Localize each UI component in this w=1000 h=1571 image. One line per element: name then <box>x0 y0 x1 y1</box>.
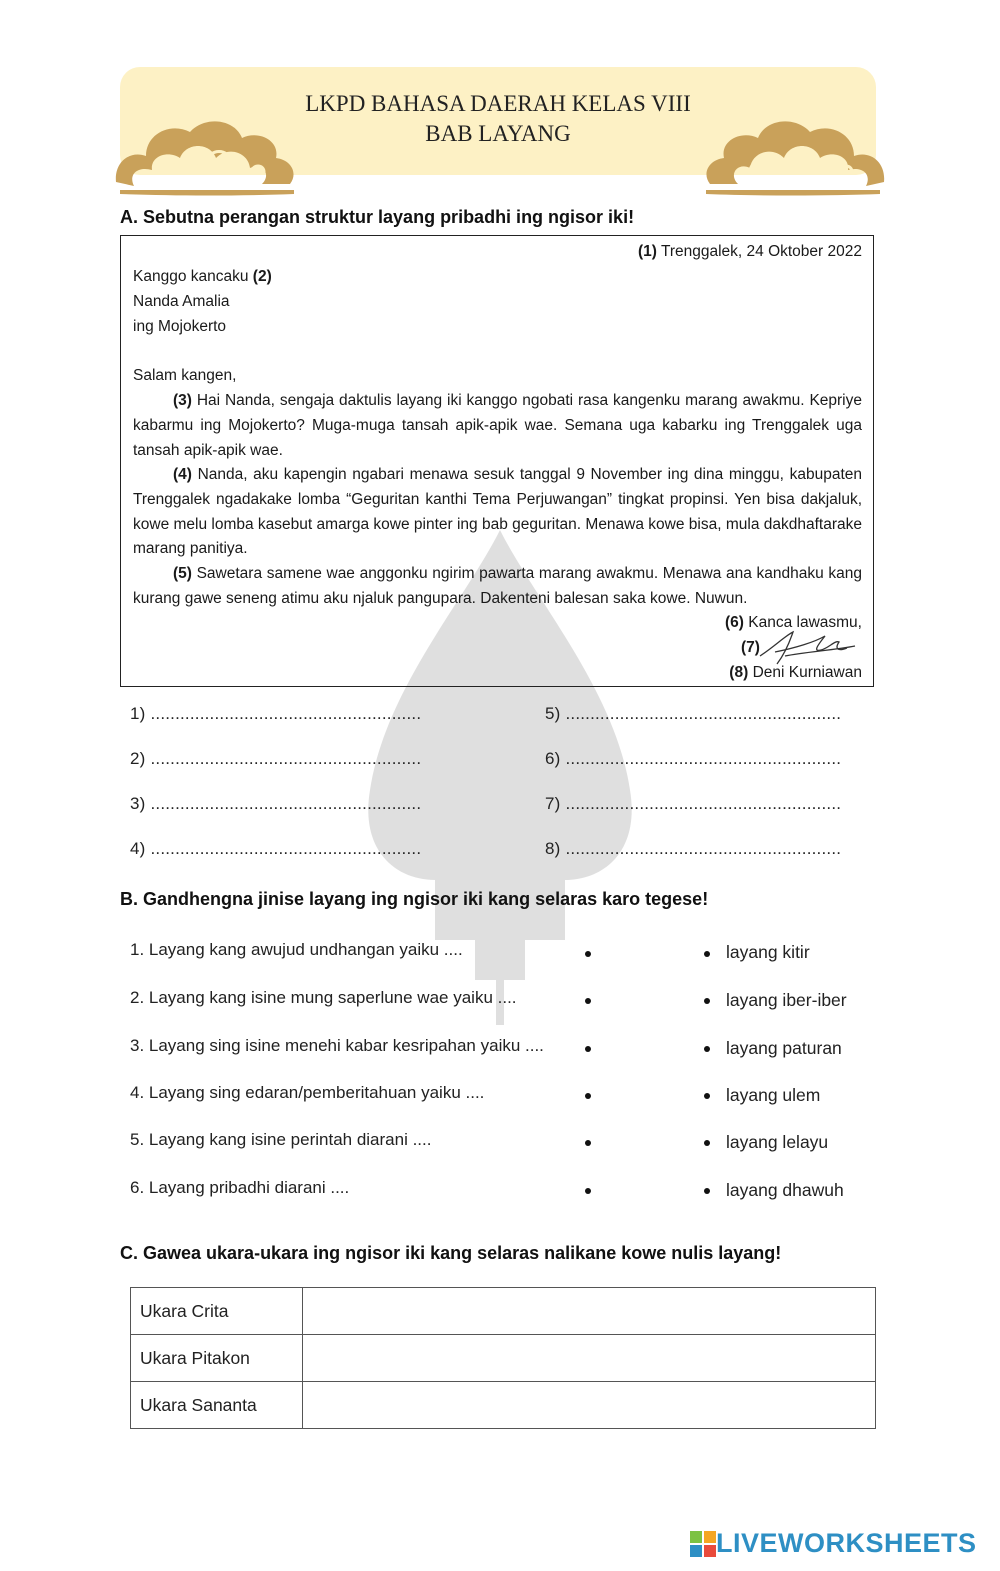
row-answer-cell[interactable] <box>303 1288 876 1335</box>
signature-icon <box>755 626 860 666</box>
row-label: Ukara Crita <box>131 1288 303 1335</box>
match-left-dot-2[interactable] <box>585 998 591 1004</box>
match-right-dot-3[interactable] <box>704 1046 710 1052</box>
answer-row-3[interactable] <box>130 794 421 814</box>
match-right-dot-6[interactable] <box>704 1188 710 1194</box>
row-answer-cell[interactable] <box>303 1382 876 1429</box>
row-answer-cell[interactable] <box>303 1335 876 1382</box>
answer-row-7[interactable] <box>545 794 841 814</box>
match-left-dot-4[interactable] <box>585 1093 591 1099</box>
num-5: (5) <box>173 565 192 582</box>
table-row <box>131 1288 876 1335</box>
letter-paragraph-4 <box>133 463 862 562</box>
page-title-line2: BAB LAYANG <box>425 121 571 146</box>
recipient-line1: Kanggo kancaku <box>133 268 249 285</box>
match-question-3: 3. Layang sing isine menehi kabar kesripahan yaiku .... <box>130 1036 544 1055</box>
match-left-dot-1[interactable] <box>585 951 591 957</box>
answer-row-6[interactable] <box>545 749 841 769</box>
answer-label: 4) <box>130 839 146 858</box>
match-right-dot-2[interactable] <box>704 998 710 1004</box>
recipient-line3: ing Mojokerto <box>133 317 227 335</box>
match-option-6: layang dhawuh <box>726 1180 844 1200</box>
num-2: (2) <box>252 268 272 285</box>
answer-blank[interactable]: ........................................................ <box>565 839 842 858</box>
letter-place-date <box>638 240 862 265</box>
table-row <box>131 1335 876 1382</box>
num-7: (7) <box>741 639 760 656</box>
match-question-2: 2. Layang kang isine mung saperlune wae yaiku .... <box>130 988 517 1007</box>
footer-logo-text: LIVEWORKSHEETS <box>716 1528 977 1558</box>
answer-label: 1) <box>130 704 146 723</box>
answer-label: 8) <box>545 839 561 858</box>
match-left-dot-6[interactable] <box>585 1188 591 1194</box>
match-option-4: layang ulem <box>726 1085 821 1105</box>
num-4: (4) <box>173 466 192 483</box>
answer-label: 2) <box>130 749 146 768</box>
match-question-6: 6. Layang pribadhi diarani .... <box>130 1178 350 1197</box>
answer-blank[interactable]: ....................................................... <box>150 794 422 813</box>
match-option-3: layang paturan <box>726 1038 842 1058</box>
num-6: (6) <box>725 614 744 631</box>
match-question-4: 4. Layang sing edaran/pemberitahuan yaiku .... <box>130 1083 485 1102</box>
match-right-dot-5[interactable] <box>704 1140 710 1146</box>
match-question-5: 5. Layang kang isine perintah diarani .... <box>130 1130 432 1149</box>
match-option-1: layang kitir <box>726 942 810 962</box>
section-b-heading: B. Gandhengna jinise layang ing ngisor iki kang selaras karo tegese! <box>120 889 709 909</box>
match-question-1: 1. Layang kang awujud undhangan yaiku .... <box>130 940 463 959</box>
answer-blank[interactable]: ........................................................ <box>565 704 842 723</box>
match-option-5: layang lelayu <box>726 1132 829 1152</box>
answer-row-2[interactable] <box>130 749 421 769</box>
answer-row-8[interactable] <box>545 839 841 859</box>
answer-label: 5) <box>545 704 561 723</box>
match-left-dot-5[interactable] <box>585 1140 591 1146</box>
sentence-table <box>130 1287 876 1429</box>
sender-text: Deni Kurniawan <box>752 664 862 681</box>
num-1: (1) <box>637 243 657 260</box>
letter-sender <box>729 661 862 686</box>
answer-blank[interactable]: ....................................................... <box>150 839 422 858</box>
answer-blank[interactable]: ....................................................... <box>150 704 422 723</box>
page-title-line1: LKPD BAHASA DAERAH KELAS VIII <box>305 91 691 116</box>
answer-blank[interactable]: ....................................................... <box>150 749 422 768</box>
section-a-heading: A. Sebutna perangan struktur layang pribadhi ing ngisor iki! <box>120 207 635 227</box>
answer-label: 7) <box>545 794 561 813</box>
row-label: Ukara Pitakon <box>131 1335 303 1382</box>
num-3: (3) <box>173 392 192 409</box>
p5-text: Sawetara samene wae anggonku ngirim pawarta marang awakmu. Menawa ana kandhaku kang kurang gawe seneng atimu aku njaluk pangupara. Dakenteni balesan saka kowe. Nuwun. <box>133 565 862 607</box>
letter-paragraph-3 <box>133 389 862 463</box>
answer-row-5[interactable] <box>545 704 841 724</box>
p4-text: Nanda, aku kapengin ngabari menawa sesuk tanggal 9 November ing dina minggu, kabupaten Trenggalek ngadakake lomba “Geguritan kanthi Tema Perjuwangan” tingkat propinsi. Yen bisa dakjaluk, kowe melu lomba kasebut amarga kowe pinter ing bab geguritan. Menawa kowe bisa, mula dakdhaftarake marang panitiya. <box>133 466 862 558</box>
letter-paragraph-5 <box>133 562 862 612</box>
recipient-line2: Nanda Amalia <box>133 292 230 310</box>
row-label: Ukara Sananta <box>131 1382 303 1429</box>
p3-text: Hai Nanda, sengaja daktulis layang iki kanggo ngobati rasa kangenku marang awakmu. Kepriye kabarmu ing Mojokerto? Muga-muga tansah apik-apik wae. Semana uga kabarku ing Trenggalek uga tansah apik-apik wae. <box>133 392 862 459</box>
num-8: (8) <box>729 664 749 681</box>
closing-text: Kanca lawasmu, <box>748 614 862 631</box>
match-right-dot-4[interactable] <box>704 1093 710 1099</box>
place-date-text: Trenggalek, 24 Oktober 2022 <box>660 243 862 260</box>
match-right-dot-1[interactable] <box>704 951 710 957</box>
section-c-heading: C. Gawea ukara-ukara ing ngisor iki kang selaras nalikane kowe nulis layang! <box>120 1243 782 1263</box>
answer-row-1[interactable] <box>130 704 421 724</box>
answer-row-4[interactable] <box>130 839 421 859</box>
answer-blank[interactable]: ........................................................ <box>565 794 842 813</box>
table-row <box>131 1382 876 1429</box>
answer-label: 3) <box>130 794 146 813</box>
answer-label: 6) <box>545 749 561 768</box>
liveworksheets-logo-icon <box>690 1531 716 1557</box>
match-left-dot-3[interactable] <box>585 1046 591 1052</box>
letter-greeting: Salam kangen, <box>133 367 237 384</box>
answer-blank[interactable]: ........................................................ <box>565 749 842 768</box>
letter-recipient <box>133 265 272 339</box>
match-option-2: layang iber-iber <box>726 990 847 1010</box>
